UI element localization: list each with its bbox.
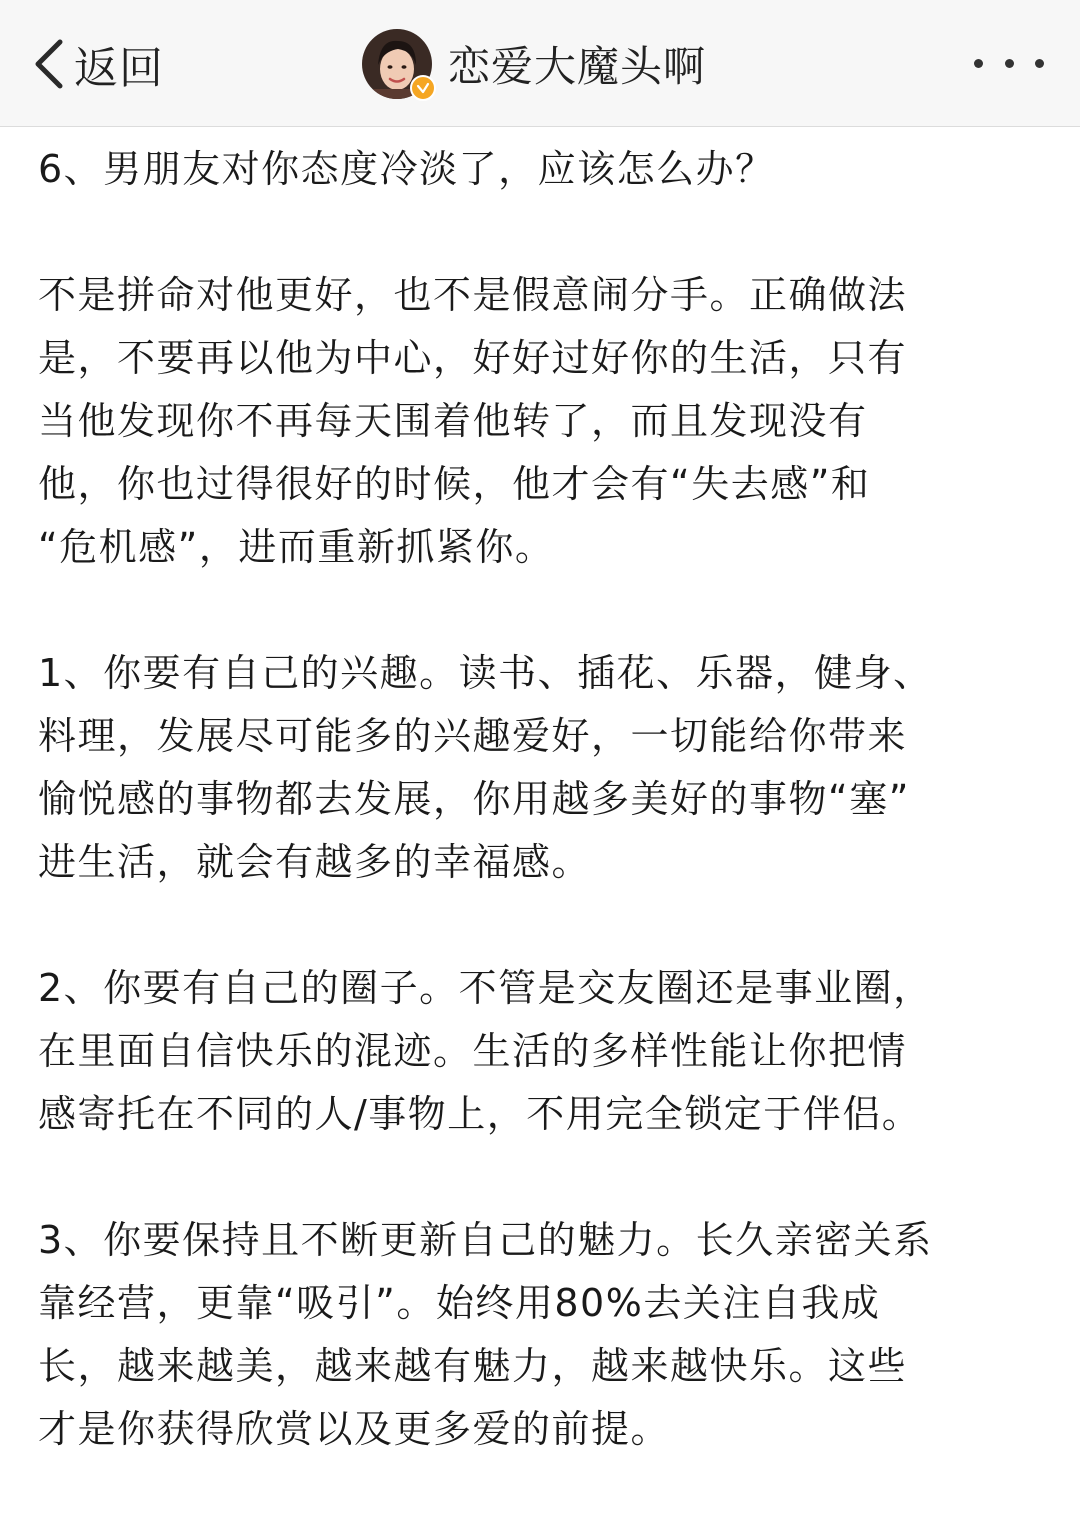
post-paragraph <box>38 264 1048 579</box>
text-line: 在里面自信快乐的混迹。生活的多样性能让你把情 <box>38 1029 908 1073</box>
post-paragraph <box>38 957 1048 1146</box>
navigation-bar <box>0 0 1080 127</box>
avatar[interactable] <box>362 29 432 99</box>
text-line: “危机感”，进而重新抓紧你。 <box>38 525 555 569</box>
post-paragraph-heading <box>38 138 1048 201</box>
text-line: 不是拼命对他更好，也不是假意闹分手。正确做法 <box>38 273 908 317</box>
text-line: 是，不要再以他为中心，好好过好你的生活，只有 <box>38 336 908 380</box>
text-line: 6、男朋友对你态度冷淡了，应该怎么办？ <box>38 147 775 191</box>
text-line: 长，越来越美，越来越有魅力，越来越快乐。这些 <box>38 1344 908 1388</box>
more-horizontal-icon <box>974 59 983 68</box>
profile-name[interactable]: 恋爱大魔头啊 <box>448 42 707 91</box>
text-line: 感寄托在不同的人/事物上，不用完全锁定于伴侣。 <box>38 1092 922 1136</box>
text-line: 1、你要有自己的兴趣。读书、插花、乐器，健身、 <box>38 651 933 695</box>
post-content <box>38 138 1048 1524</box>
text-line: 靠经营，更靠“吸引”。始终用80%去关注自我成 <box>38 1281 881 1325</box>
text-line: 愉悦感的事物都去发展，你用越多美好的事物“塞” <box>38 777 910 821</box>
text-line: 3、你要保持且不断更新自己的魅力。长久亲密关系 <box>38 1218 933 1262</box>
post-paragraph <box>38 1209 1048 1461</box>
profile-header[interactable] <box>362 28 706 100</box>
more-options-button[interactable] <box>974 46 1044 80</box>
text-line: 才是你获得欣赏以及更多爱的前提。 <box>38 1407 671 1451</box>
more-horizontal-icon <box>1005 59 1014 68</box>
back-label: 返回 <box>74 43 164 94</box>
verified-badge-icon <box>410 75 436 101</box>
text-line: 进生活，就会有越多的幸福感。 <box>38 840 592 884</box>
text-line: 当他发现你不再每天围着他转了，而且发现没有 <box>38 399 868 443</box>
post-paragraph <box>38 642 1048 894</box>
text-line: 料理，发展尽可能多的兴趣爱好，一切能给你带来 <box>38 714 908 758</box>
more-horizontal-icon <box>1035 59 1044 68</box>
chevron-left-icon <box>30 36 68 92</box>
text-line: 2、你要有自己的圈子。不管是交友圈还是事业圈， <box>38 966 933 1010</box>
text-line: 他，你也过得很好的时候，他才会有“失去感”和 <box>38 462 871 506</box>
back-button[interactable] <box>30 28 164 100</box>
